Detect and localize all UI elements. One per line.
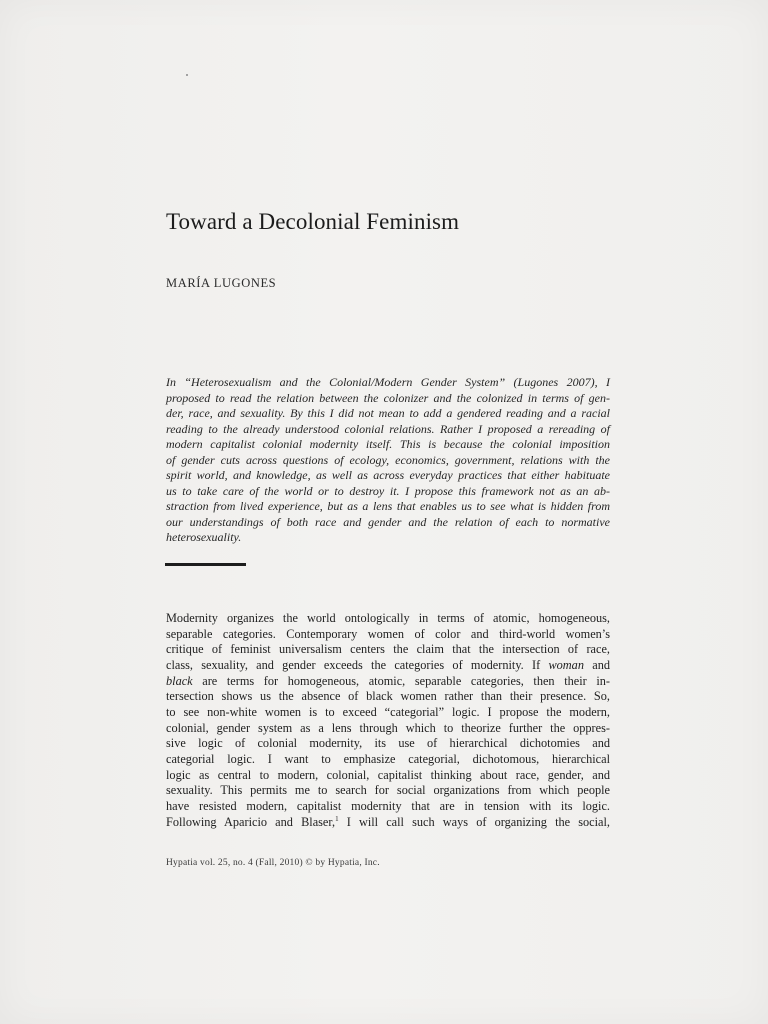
abstract-line: spirit world, and knowledge, as well as across everyday practices that either habituate [166, 468, 610, 482]
abstract-line: modern capitalist colonial modernity itself. This is because the colonial imposition [166, 437, 610, 451]
abstract-line: of gender cuts across questions of ecology, economics, government, relations with the [166, 452, 610, 467]
italic-term: woman [548, 657, 584, 672]
abstract-line: proposed to read the relation between the colonizer and the colonized in terms of gen- [166, 390, 610, 405]
italic-term: black [166, 673, 193, 688]
body-text-run: I will call such ways of organizing the social, [338, 814, 610, 829]
body-line: categorial logic. I want to emphasize categorial, dichotomous, hierarchical [166, 751, 610, 766]
scan-speck [186, 74, 188, 76]
body-line [166, 658, 610, 674]
body-paragraph [166, 611, 610, 830]
body-line [166, 815, 610, 831]
footnote-marker: 1 [335, 814, 339, 823]
section-divider [165, 563, 246, 566]
body-line [166, 674, 610, 690]
body-line: to see non-white women is to exceed “categorial” logic. I propose the modern, [166, 704, 610, 719]
body-line: have resisted modern, capitalist modernity that are in tension with its logic. [166, 798, 610, 813]
body-line: colonial, gender system as a lens through which to theorize further the oppres- [166, 720, 610, 735]
abstract-line: der, race, and sexuality. By this I did not mean to add a gendered reading and a racial [166, 406, 610, 420]
abstract-line: us to take care of the world or to destroy it. I propose this framework not as an ab- [166, 483, 610, 498]
abstract-line: straction from lived experience, but as a lens that enables us to see what is hidden from [166, 499, 610, 513]
abstract-line: our understandings of both race and gender and the relation of each to normative [166, 514, 610, 529]
body-line: Modernity organizes the world ontologically in terms of atomic, homogeneous, [166, 611, 610, 625]
body-text-run: are terms for homogeneous, atomic, separable categories, then their in- [192, 673, 610, 688]
body-line: logic as central to modern, colonial, capitalist thinking about race, gender, and [166, 767, 610, 782]
body-text-run: Following Aparicio and Blaser, [166, 814, 336, 829]
abstract-line: reading to the already understood colonial relations. Rather I proposed a rereading of [166, 421, 610, 436]
body-line: sexuality. This permits me to search for social organizations from which people [166, 783, 610, 798]
abstract [166, 375, 610, 546]
abstract-line: heterosexuality. [166, 530, 242, 544]
article-title: Toward a Decolonial Feminism [166, 209, 460, 234]
body-line: sive logic of colonial modernity, its use of hierarchical dichotomies and [166, 736, 610, 751]
body-line: separable categories. Contemporary women of color and third-world women’s [166, 626, 610, 641]
abstract-line: In “Heterosexualism and the Colonial/Modern Gender System” (Lugones 2007), I [166, 375, 610, 389]
body-line: critique of feminist universalism centers the claim that the intersection of race, [166, 642, 610, 657]
body-text-run: and [583, 657, 610, 672]
body-text-run: class, sexuality, and gender exceeds the categories of modernity. If [166, 657, 549, 672]
author-name: MARÍA LUGONES [166, 276, 277, 290]
body-line: tersection shows us the absence of black women rather than their presence. So, [166, 689, 610, 704]
journal-citation-footer: Hypatia vol. 25, no. 4 (Fall, 2010) © by Hypatia, Inc. [166, 858, 380, 868]
